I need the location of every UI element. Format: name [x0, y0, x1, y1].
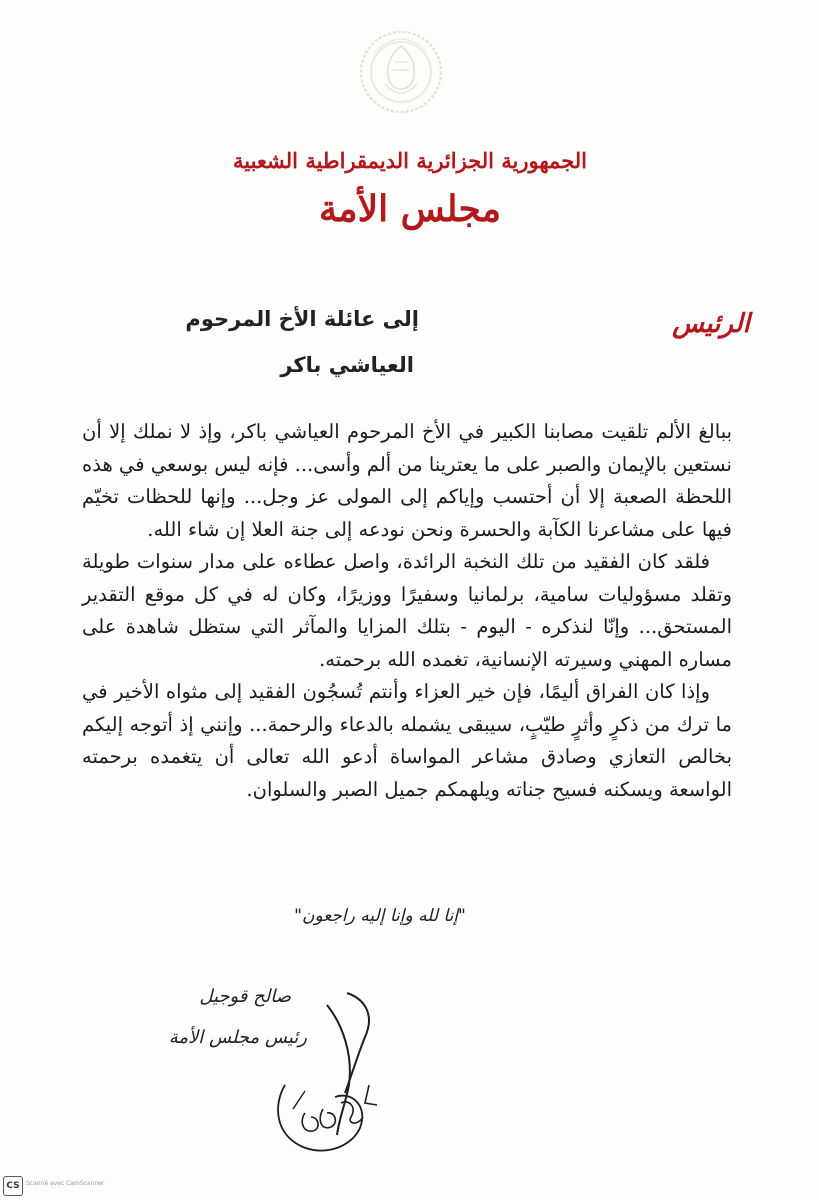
- closing-verse: "إنا لله وإنا إليه راجعون": [294, 906, 466, 926]
- body-paragraph-2: فلقد كان الفقيد من تلك النخبة الرائدة، واصل عطاءه على مدار سنوات طويلة وتقلد مسؤوليات سامية، برلمانيا وسفيرًا ووزيرًا، وكان له في كل موقع التقدير المستحق... وإنّا لنذكره - اليوم - بتلك المزايا والمآثر التي ستظل شاهدة على مساره المهني وسيرته الإنسانية، تغمده الله برحمته.: [82, 550, 732, 671]
- letter-body: [82, 416, 732, 806]
- republic-header: الجمهورية الجزائرية الديمقراطية الشعبية: [232, 148, 587, 173]
- signatory-name: صالح قوجيل: [199, 986, 291, 1007]
- scanner-watermark: Scanné avec CamScanner: [26, 1180, 105, 1187]
- signatory-title: رئيس مجلس الأمة: [168, 1027, 307, 1048]
- recipient-line-1: إلى عائلة الأخ المرحوم: [185, 307, 419, 331]
- handwritten-signature-icon: [265, 985, 395, 1160]
- recipient-name: العياشي باكر: [280, 353, 414, 377]
- body-paragraph-1: ببالغ الألم تلقيت مصابنا الكبير في الأخ المرحوم العياشي باكر، وإذ لا نملك إلا أن نستعين بالإيمان والصبر على ما يعترينا من ألم وأسى... فإنه ليس بوسعي في هذه اللحظة الصعبة إلا أن أحتسب وإياكم إلى المولى عز وجل... وإنها للحظات تخيّم فيها على مشاعرنا الكآبة والحسرة ونحن نودعه إلى جنة العلا إن شاء الله.: [82, 420, 732, 541]
- president-mark: الرئيس: [672, 309, 750, 339]
- council-header: مجلس الأمة: [319, 188, 501, 230]
- camscanner-logo: CS: [3, 1176, 23, 1196]
- body-paragraph-3: وإذا كان الفراق أليمًا، فإن خير العزاء وأنتم تُسجُون الفقيد إلى مثواه الأخير في ما ترك من ذكرٍ وأثرٍ طيّبٍ، سيبقى يشمله بالدعاء والرحمة... وإنني إذ أتوجه إليكم بخالص التعازي وصادق مشاعر المواساة أدعو الله تعالى أن يتغمده برحمته الواسعة ويسكنه فسيح جناته ويلهمكم جميل الصبر والسلوان.: [82, 680, 732, 801]
- emblem-seal-icon: [355, 22, 447, 120]
